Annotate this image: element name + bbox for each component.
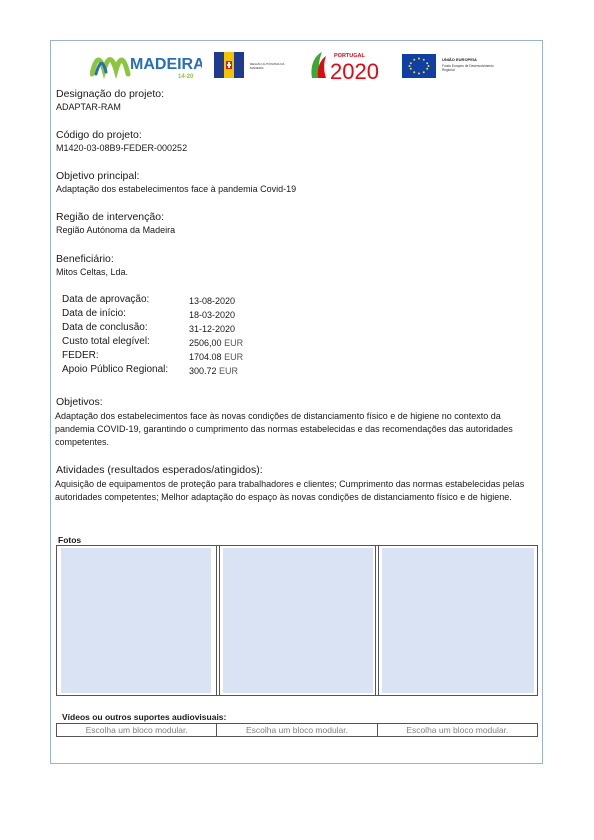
photo-placeholder-1[interactable]: [61, 548, 211, 693]
photo-divider: [216, 546, 217, 695]
atividades-label: Atividades (resultados esperados/atingidos):: [56, 464, 263, 476]
regiao-value: Região Autónoma da Madeira: [56, 225, 176, 235]
madeira-1420-logo: [90, 48, 202, 80]
custo-total-value: [189, 338, 243, 348]
objetivos-label: Objetivos:: [56, 396, 103, 408]
objetivo-principal-value: Adaptação dos estabelecimentos face à pandemia Covid-19: [56, 184, 297, 194]
video-block-1[interactable]: Escolha um bloco modular.: [57, 724, 217, 736]
apoio-publico-unit: EUR: [219, 366, 239, 376]
eu-fund-text: Fundo Europeu de Desenvolvimento Regional: [442, 64, 494, 72]
logo-bar: [90, 48, 510, 82]
feder-amount: 1704.08: [189, 352, 222, 362]
photo-divider: [219, 546, 220, 695]
apoio-publico-amount: 300.72: [189, 366, 217, 376]
apoio-publico-label: Apoio Público Regional:: [62, 364, 169, 375]
feder-unit: EUR: [224, 352, 244, 362]
data-conclusao-label: Data de conclusão:: [62, 322, 148, 333]
portugal-label: PORTUGAL: [334, 53, 365, 59]
eu-feder-logo: [402, 54, 502, 78]
photo-placeholder-3[interactable]: [382, 548, 534, 693]
beneficiario-value: Mitos Celtas, Lda.: [56, 267, 129, 277]
objetivos-text: Adaptação dos estabelecimentos face às novas condições de distanciamento físico e de higiene no contexto da pandemia COVID-19, garantindo o cumprimento das normas estabelecidas e das recomendações das autoridades competentes.: [55, 411, 513, 447]
data-aprovacao-label: Data de aprovação:: [62, 294, 150, 305]
objetivo-principal-label: Objetivo principal:: [56, 170, 140, 182]
feder-value: [189, 352, 243, 362]
regiao-label: Região de intervenção:: [56, 211, 164, 223]
data-conclusao-value: 31-12-2020: [189, 324, 236, 334]
codigo-value: M1420-03-08B9-FEDER-000252: [56, 143, 188, 153]
videos-title: Vídeos ou outros suportes audiovisuais:: [62, 712, 227, 722]
video-block-2[interactable]: Escolha um bloco modular.: [217, 724, 377, 736]
regiao-autonoma-logo: [214, 50, 294, 80]
portugal-2020-logo: [308, 48, 390, 82]
custo-total-label: Custo total elegível:: [62, 336, 150, 347]
atividades-text: Aquisição de equipamentos de proteção para trabalhadores e clientes; Cumprimento das normas estabelecidas pelas autoridades competentes; Melhor adaptação do espaço às novas condições de distanciamento físico e de higiene.: [55, 479, 525, 502]
custo-total-amount: 2506,00: [189, 338, 222, 348]
madeira-period: 14-20: [178, 74, 194, 80]
data-inicio-label: Data de início:: [62, 308, 126, 319]
designacao-value: ADAPTAR-RAM: [56, 102, 121, 112]
data-aprovacao-value: 13-08-2020: [189, 296, 236, 306]
fotos-title: Fotos: [58, 535, 82, 545]
regiao-autonoma-text: REGIÃO AUTÓNOMA DA MADEIRA: [250, 62, 285, 70]
eu-title: UNIÃO EUROPEIA: [442, 57, 477, 62]
photo-divider: [375, 546, 376, 695]
photo-divider: [378, 546, 379, 695]
beneficiario-label: Beneficiário:: [56, 253, 114, 265]
apoio-publico-value: [189, 366, 238, 376]
fotos-grid: [56, 545, 538, 696]
video-block-3[interactable]: Escolha um bloco modular.: [406, 725, 509, 735]
codigo-label: Código do projeto:: [56, 129, 142, 141]
photo-placeholder-2[interactable]: [223, 548, 373, 693]
portugal-year: 2020: [330, 59, 379, 82]
feder-label: FEDER:: [62, 350, 99, 361]
designacao-label: Designação do projeto:: [56, 88, 164, 100]
madeira-wordmark: MADEIRA: [130, 56, 202, 73]
videos-blocks: [56, 723, 538, 737]
custo-total-unit: EUR: [224, 338, 244, 348]
data-inicio-value: 18-03-2020: [189, 310, 236, 320]
